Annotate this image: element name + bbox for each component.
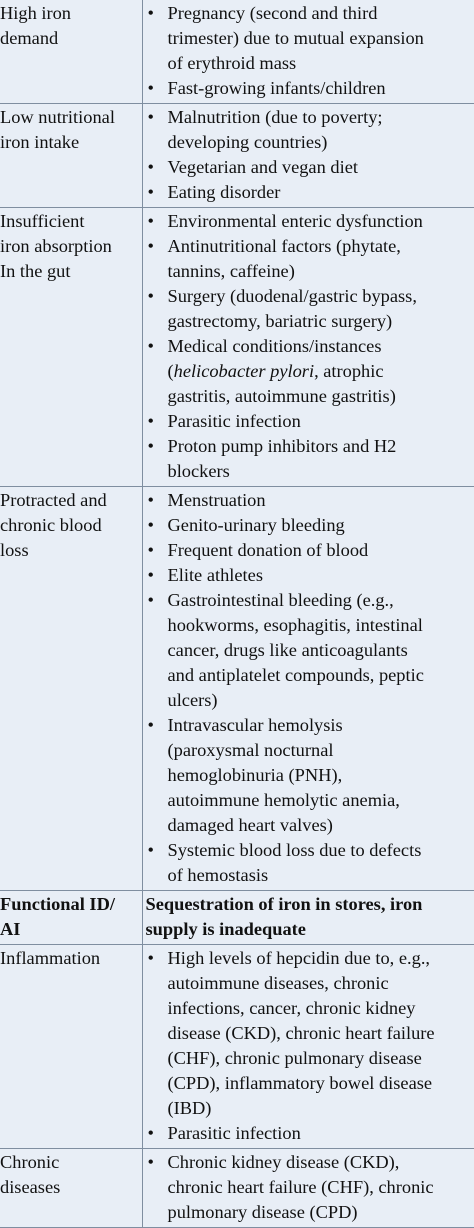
list-item [146,284,474,334]
bullet-icon: • [148,563,154,588]
item-line: pulmonary disease (CPD) [168,1200,474,1225]
category-line: iron intake [0,130,138,155]
bullet-icon: • [148,1,154,26]
bullet-icon: • [148,588,154,613]
category-line: diseases [0,1175,138,1200]
row-items [142,945,474,1149]
bullet-list [146,209,474,484]
header-description-line: Sequestration of iron in stores, iron [146,892,474,917]
list-item [146,76,474,101]
list-item [146,1121,474,1146]
item-line: disease (CKD), chronic heart failure [168,1021,474,1046]
row-category [0,104,142,208]
item-line: Surgery (duodenal/gastric bypass, [168,284,474,309]
list-item [146,105,474,155]
bullet-icon: • [148,155,154,180]
list-item [146,1150,474,1225]
list-item [146,334,474,409]
list-item [146,155,474,180]
item-line: Frequent donation of blood [168,538,474,563]
item-line: blockers [168,459,474,484]
list-item [146,713,474,838]
item-line: damaged heart valves) [168,813,474,838]
header-description-line: supply is inadequate [146,917,474,942]
functional-id-rows [0,945,474,1228]
item-line: Pregnancy (second and third [168,1,474,26]
category-line: Protracted and [0,488,138,513]
row-category [0,487,142,891]
item-line: Systemic blood loss due to defects [168,838,474,863]
bullet-list [146,488,474,888]
bullet-icon: • [148,334,154,359]
bullet-icon: • [148,434,154,459]
list-item [146,234,474,284]
category-line: demand [0,26,138,51]
item-line: (helicobacter pylori, atrophic [168,359,474,384]
list-item [146,209,474,234]
row-category [0,0,142,104]
table-row [0,104,474,208]
item-line: tannins, caffeine) [168,259,474,284]
item-line: Parasitic infection [168,1121,474,1146]
list-item [146,946,474,1121]
item-line: Environmental enteric dysfunction [168,209,474,234]
category-line: Chronic [0,1150,138,1175]
category-line: iron absorption [0,234,138,259]
item-line: (IBD) [168,1096,474,1121]
item-line: cancer, drugs like anticoagulants [168,638,474,663]
item-line: Elite athletes [168,563,474,588]
bullet-list [146,1150,474,1225]
header-category-line: Functional ID/ [0,892,138,917]
bullet-icon: • [148,76,154,101]
bullet-icon: • [148,946,154,971]
bullet-icon: • [148,209,154,234]
bullet-list [146,946,474,1146]
item-line: gastritis, autoimmune gastritis) [168,384,474,409]
item-line: Genito-urinary bleeding [168,513,474,538]
item-line: of hemostasis [168,863,474,888]
table-row [0,0,474,104]
item-line: of erythroid mass [168,51,474,76]
bullet-icon: • [148,538,154,563]
item-line: Chronic kidney disease (CKD), [168,1150,474,1175]
category-line: High iron [0,1,138,26]
item-line: Menstruation [168,488,474,513]
item-line: ulcers) [168,688,474,713]
item-line: Medical conditions/instances [168,334,474,359]
item-line: (paroxysmal nocturnal [168,738,474,763]
category-line: Insufficient [0,209,138,234]
item-line: autoimmune hemolytic anemia, [168,788,474,813]
item-line: Gastrointestinal bleeding (e.g., [168,588,474,613]
item-line: gastrectomy, bariatric surgery) [168,309,474,334]
bullet-icon: • [148,180,154,205]
category-line: Low nutritional [0,105,138,130]
bullet-icon: • [148,513,154,538]
functional-id-section [0,891,474,945]
bullet-icon: • [148,488,154,513]
bullet-list [146,1,474,101]
list-item [146,588,474,713]
list-item [146,409,474,434]
list-item [146,513,474,538]
row-category [0,1149,142,1228]
row-items [142,208,474,487]
item-line: High levels of hepcidin due to, e.g., [168,946,474,971]
table-row [0,487,474,891]
category-line: In the gut [0,259,138,284]
category-line: loss [0,538,138,563]
bullet-icon: • [148,105,154,130]
header-category-line: AI [0,917,138,942]
item-line: (CHF), chronic pulmonary disease [168,1046,474,1071]
bullet-icon: • [148,234,154,259]
item-line: Proton pump inhibitors and H2 [168,434,474,459]
item-line: Vegetarian and vegan diet [168,155,474,180]
bullet-list [146,105,474,205]
category-line: chronic blood [0,513,138,538]
item-line: hookworms, esophagitis, intestinal [168,613,474,638]
item-line: Malnutrition (due to poverty; [168,105,474,130]
list-item [146,838,474,888]
functional-id-header-description [142,891,474,945]
table-row [0,945,474,1149]
list-item [146,434,474,484]
bullet-icon: • [148,409,154,434]
bullet-icon: • [148,284,154,309]
bullet-icon: • [148,1150,154,1175]
row-items [142,0,474,104]
item-line: Antinutritional factors (phytate, [168,234,474,259]
item-line: Fast-growing infants/children [168,76,474,101]
row-items [142,1149,474,1228]
row-category [0,945,142,1149]
row-items [142,104,474,208]
bullet-icon: • [148,838,154,863]
item-line: trimester) due to mutual expansion [168,26,474,51]
item-line: and antiplatelet compounds, peptic [168,663,474,688]
row-items [142,487,474,891]
list-item [146,563,474,588]
list-item [146,180,474,205]
functional-id-header-row [0,891,474,945]
item-line: Parasitic infection [168,409,474,434]
list-item [146,488,474,513]
item-line: autoimmune diseases, chronic [168,971,474,996]
item-line: (CPD), inflammatory bowel disease [168,1071,474,1096]
item-line: developing countries) [168,130,474,155]
item-line: infections, cancer, chronic kidney [168,996,474,1021]
item-line: chronic heart failure (CHF), chronic [168,1175,474,1200]
bullet-icon: • [148,713,154,738]
bullet-icon: • [148,1121,154,1146]
list-item [146,538,474,563]
item-line: Eating disorder [168,180,474,205]
functional-id-header-category [0,891,142,945]
table-row [0,208,474,487]
row-category [0,208,142,487]
list-item [146,1,474,76]
table-row [0,1149,474,1228]
item-line: hemoglobinuria (PNH), [168,763,474,788]
category-line: Inflammation [0,946,138,971]
item-line: Intravascular hemolysis [168,713,474,738]
